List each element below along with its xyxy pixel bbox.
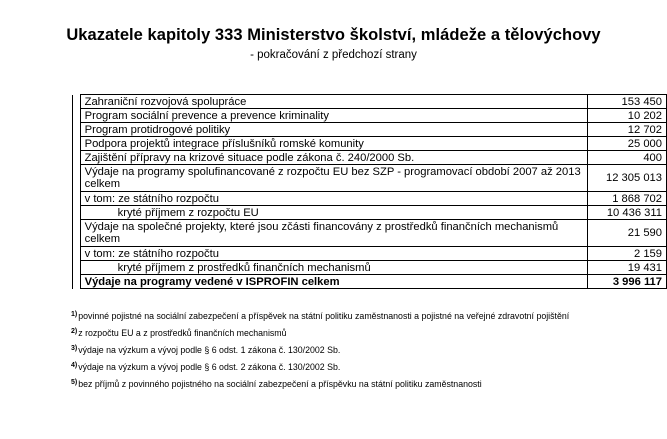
row-value: 153 450 (587, 95, 666, 109)
row-value: 10 436 311 (587, 206, 666, 220)
table-row (73, 151, 667, 165)
row-label: kryté příjmem z rozpočtu EU (80, 206, 587, 220)
indicators-table (72, 94, 667, 289)
row-label: Podpora projektů integrace příslušníků romské komunity (80, 137, 587, 151)
table-row (73, 261, 667, 275)
row-label: Výdaje na programy spolufinancované z rozpočtu EU bez SZP - programovací období 2007 až 2013 celkem (80, 165, 587, 192)
row-label: v tom: ze státního rozpočtu (80, 247, 587, 261)
page-title: Ukazatele kapitoly 333 Ministerstvo školství, mládeže a tělovýchovy (66, 26, 601, 44)
footnote-mark: 4) (71, 362, 78, 369)
table-row (73, 206, 667, 220)
row-value: 10 202 (587, 109, 666, 123)
footnote-mark: 1) (71, 311, 78, 318)
footnote (71, 343, 569, 360)
table-row (73, 247, 667, 261)
row-value: 19 431 (587, 261, 666, 275)
row-margin-cell (73, 109, 81, 123)
row-margin-cell (73, 247, 81, 261)
table-row (73, 109, 667, 123)
row-label: Zajištění přípravy na krizové situace podle zákona č. 240/2000 Sb. (80, 151, 587, 165)
row-label: Výdaje na společné projekty, které jsou zčásti financovány z prostředků finančních mechanismů celkem (80, 220, 587, 247)
footnote (71, 326, 569, 343)
row-margin-cell (73, 220, 81, 247)
page-subtitle: - pokračování z předchozí strany (250, 49, 417, 61)
footnote-text: bez příjmů z povinného pojistného na sociální zabezpečení a příspěvku na státní politiku zaměstnanosti (78, 379, 482, 389)
table-row (73, 220, 667, 247)
row-value: 21 590 (587, 220, 666, 247)
row-margin-cell (73, 206, 81, 220)
footnotes (71, 309, 569, 394)
row-value: 400 (587, 151, 666, 165)
table-row (73, 165, 667, 192)
row-value: 2 159 (587, 247, 666, 261)
row-label: Program protidrogové politiky (80, 123, 587, 137)
row-margin-cell (73, 151, 81, 165)
row-value: 12 702 (587, 123, 666, 137)
footnote-text: povinné pojistné na sociální zabezpečení a příspěvek na státní politiku zaměstnanosti a pojistné na veřejné zdravotní pojištění (78, 311, 570, 321)
footnote-text: výdaje na výzkum a vývoj podle § 6 odst. 2 zákona č. 130/2002 Sb. (78, 362, 341, 372)
footnote-text: výdaje na výzkum a vývoj podle § 6 odst. 1 zákona č. 130/2002 Sb. (78, 345, 341, 355)
row-margin-cell (73, 137, 81, 151)
row-margin-cell (73, 192, 81, 206)
footnote (71, 309, 569, 326)
row-value: 12 305 013 (587, 165, 666, 192)
table-row (73, 95, 667, 109)
table-row (73, 137, 667, 151)
footnote-mark: 3) (71, 345, 78, 352)
row-label: v tom: ze státního rozpočtu (80, 192, 587, 206)
footnote (71, 377, 569, 394)
row-margin-cell (73, 165, 81, 192)
footnote-mark: 2) (71, 328, 78, 335)
footnote (71, 360, 569, 377)
table-row (73, 192, 667, 206)
table-body (73, 95, 667, 289)
table-row (73, 275, 667, 289)
row-margin-cell (73, 95, 81, 109)
row-margin-cell (73, 261, 81, 275)
row-label: Program sociální prevence a prevence kriminality (80, 109, 587, 123)
row-value: 25 000 (587, 137, 666, 151)
row-margin-cell (73, 123, 81, 137)
row-value: 1 868 702 (587, 192, 666, 206)
footnote-text: z rozpočtu EU a z prostředků finančních mechanismů (78, 328, 287, 338)
indicators-table-container (72, 94, 667, 289)
row-value: 3 996 117 (587, 275, 666, 289)
footnote-mark: 5) (71, 379, 78, 386)
table-row (73, 123, 667, 137)
row-label: Zahraniční rozvojová spolupráce (80, 95, 587, 109)
row-margin-cell (73, 275, 81, 289)
row-label: Výdaje na programy vedené v ISPROFIN celkem (80, 275, 587, 289)
row-label: kryté příjmem z prostředků finančních mechanismů (80, 261, 587, 275)
